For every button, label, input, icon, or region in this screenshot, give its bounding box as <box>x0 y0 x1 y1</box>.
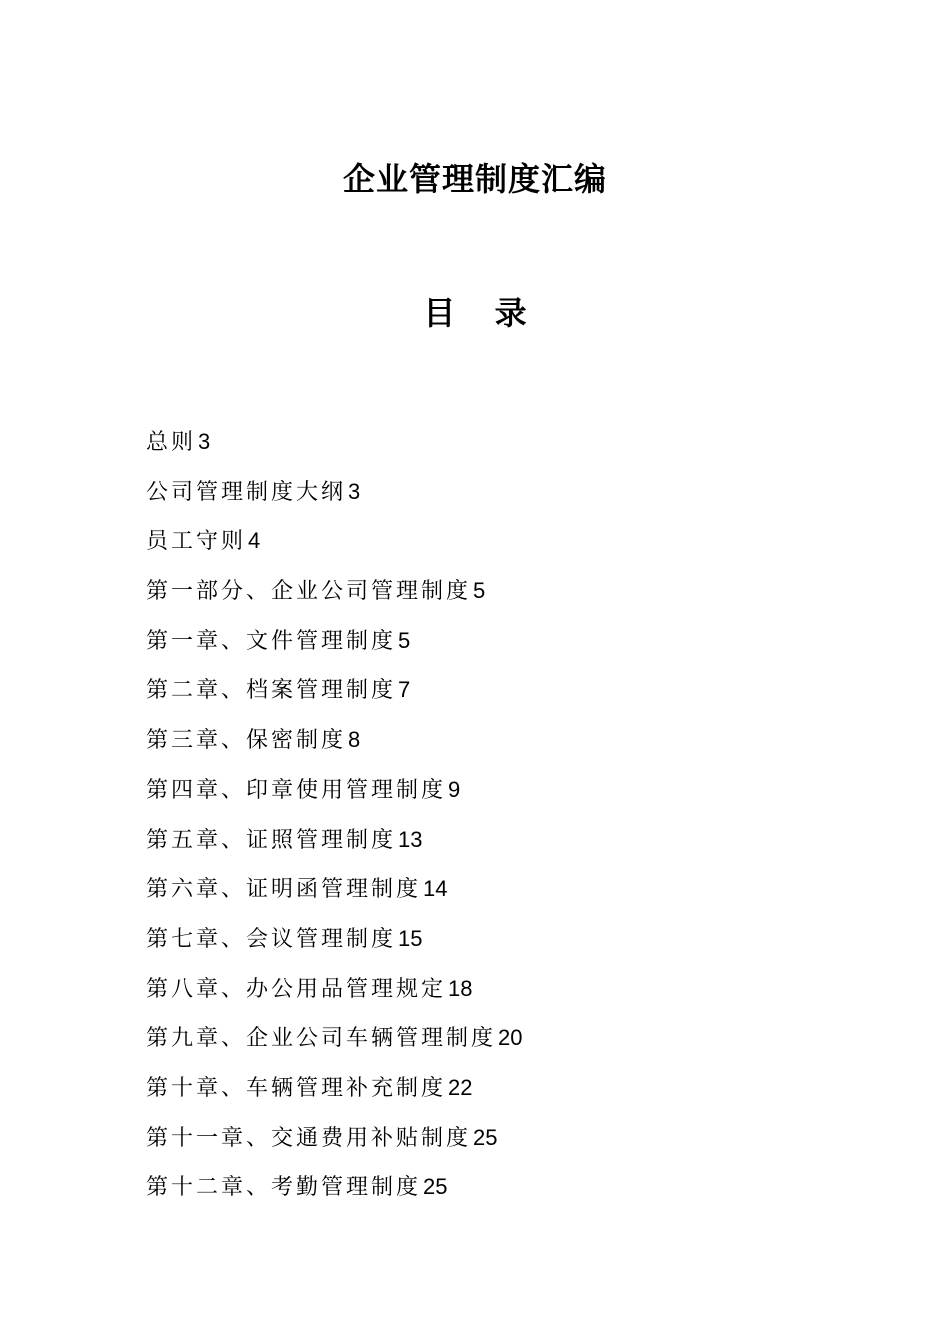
toc-entry-label: 员工守则 <box>146 529 247 555</box>
toc-entry[interactable] <box>146 1022 523 1072</box>
toc-entry-label: 第十二章、考勤管理制度 <box>146 1175 422 1201</box>
toc-entry[interactable] <box>146 724 523 774</box>
toc-entry-page: 25 <box>473 1124 498 1150</box>
toc-entry-label: 第五章、证照管理制度 <box>146 827 397 853</box>
toc-entry-page: 18 <box>448 975 473 1001</box>
toc-entry-label: 第九章、企业公司车辆管理制度 <box>146 1026 497 1052</box>
toc-entry-label: 第六章、证明函管理制度 <box>146 877 422 903</box>
toc-entry-label: 第一部分、企业公司管理制度 <box>146 579 472 605</box>
toc-entry-page: 8 <box>348 727 361 753</box>
toc-entry-page: 5 <box>473 578 486 604</box>
toc-entry-page: 9 <box>448 776 461 802</box>
document-title: 企业管理制度汇编 <box>342 160 607 198</box>
toc-entry[interactable] <box>146 1171 523 1221</box>
toc-entry-label: 第三章、保密制度 <box>146 728 347 754</box>
toc-entry-page: 22 <box>448 1074 473 1100</box>
toc-entry[interactable] <box>146 873 523 923</box>
toc-entry-label: 公司管理制度大纲 <box>146 479 347 505</box>
toc-entry[interactable] <box>146 625 523 675</box>
toc-entry-page: 7 <box>398 677 411 703</box>
toc-entry-page: 15 <box>398 925 423 951</box>
toc-entry[interactable] <box>146 824 523 874</box>
toc-entry-label: 第十章、车辆管理补充制度 <box>146 1075 447 1101</box>
toc-entry-page: 5 <box>398 627 411 653</box>
toc-entry[interactable] <box>146 426 523 476</box>
toc-heading: 目 录 <box>423 294 541 332</box>
toc-entry-page: 25 <box>423 1174 448 1200</box>
toc-entry[interactable] <box>146 476 523 526</box>
toc-entry-label: 第二章、档案管理制度 <box>146 678 397 704</box>
toc-entry[interactable] <box>146 575 523 625</box>
toc-entry-label: 第一章、文件管理制度 <box>146 628 397 654</box>
toc-entry[interactable] <box>146 1072 523 1122</box>
toc-entry-page: 13 <box>398 826 423 852</box>
toc-entry-label: 第十一章、交通费用补贴制度 <box>146 1125 472 1151</box>
toc-entry-page: 3 <box>348 478 361 504</box>
toc-entry[interactable] <box>146 774 523 824</box>
toc-entry-page: 3 <box>198 429 211 454</box>
toc-entry-label: 第四章、印章使用管理制度 <box>146 777 447 803</box>
toc-entry[interactable] <box>146 923 523 973</box>
toc-entry-label: 第七章、会议管理制度 <box>146 926 397 952</box>
toc-entry-label: 总则 <box>146 430 197 455</box>
toc-entry[interactable] <box>146 973 523 1023</box>
toc-entry-page: 4 <box>248 528 261 554</box>
toc-entry-page: 14 <box>423 876 448 902</box>
toc-entry[interactable] <box>146 674 523 724</box>
toc-entry-label: 第八章、办公用品管理规定 <box>146 976 447 1002</box>
toc-entry[interactable] <box>146 525 523 575</box>
toc-list <box>146 426 523 1221</box>
toc-entry[interactable] <box>146 1122 523 1172</box>
toc-entry-page: 20 <box>498 1025 523 1051</box>
